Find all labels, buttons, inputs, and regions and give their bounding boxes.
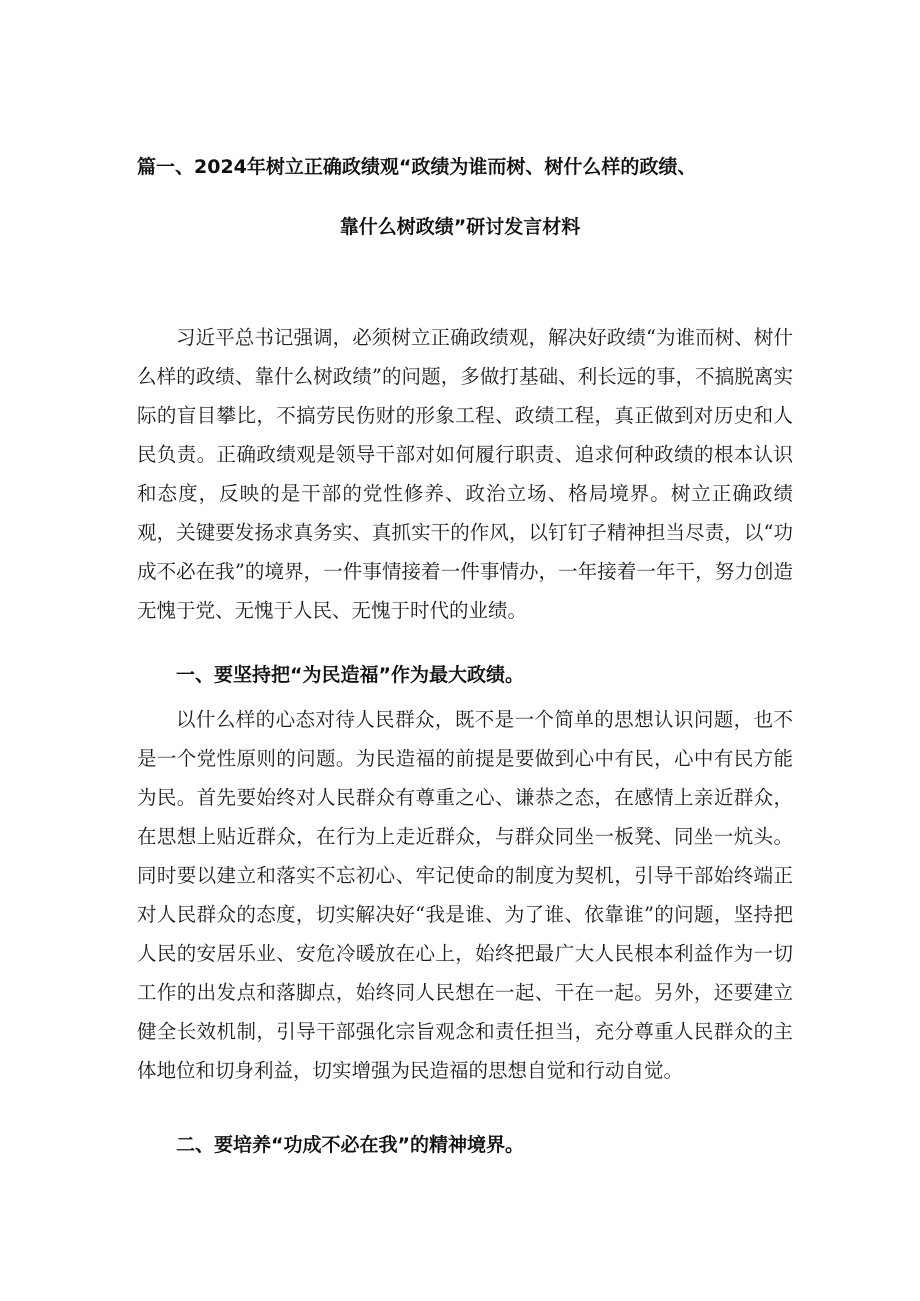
document-title-line-2: 靠什么树政绩”研讨发言材料 [339,216,581,238]
intro-paragraph: 习近平总书记强调，必须树立正确政绩观，解决好政绩“为谁而树、树什么样的政绩、靠什么树政绩”的问题，多做打基础、利长远的事，不搞脱离实际的盲目攀比，不搞劳民伤财的形象工程、政绩工程，真正做到对历史和人民负责。正确政绩观是领导干部对如何履行职责、追求何种政绩的根本认识和态度，反映的是干部的党性修养、政治立场、格局境界。树立正确政绩观，关键要发扬求真务实、真抓实干的作风，以钉钉子精神担当尽责，以“功成不必在我”的境界，一件事情接着一件事情办，一年接着一年干，努力创造无愧于党、无愧于人民、无愧于时代的业绩。 [137,326,793,622]
document-title-line-1: 篇一、2024年树立正确政绩观“政绩为谁而树、树什么样的政绩、 [137,156,697,178]
section-heading-2: 二、要培养“功成不必在我”的精神境界。 [176,1134,524,1156]
section-1-paragraph: 以什么样的心态对待人民群众，既不是一个简单的思想认识问题，也不是一个党性原则的问题。为民造福的前提是要做到心中有民，心中有民方能为民。首先要始终对人民群众有尊重之心、谦恭之态，在感情上亲近群众，在思想上贴近群众，在行为上走近群众，与群众同坐一板凳、同坐一炕头。同时要以建立和落实不忘初心、牢记使命的制度为契机，引导干部始终端正对人民群众的态度，切实解决好“我是谁、为了谁、依靠谁”的问题，坚持把人民的安居乐业、安危冷暖放在心上，始终把最广大人民根本利益作为一切工作的出发点和落脚点，始终同人民想在一起、干在一起。另外，还要建立健全长效机制，引导干部强化宗旨观念和责任担当，充分尊重人民群众的主体地位和切身利益，切实增强为民造福的思想自觉和行动自觉。 [137,708,793,1082]
section-heading-1: 一、要坚持把“为民造福”作为最大政绩。 [176,664,524,686]
